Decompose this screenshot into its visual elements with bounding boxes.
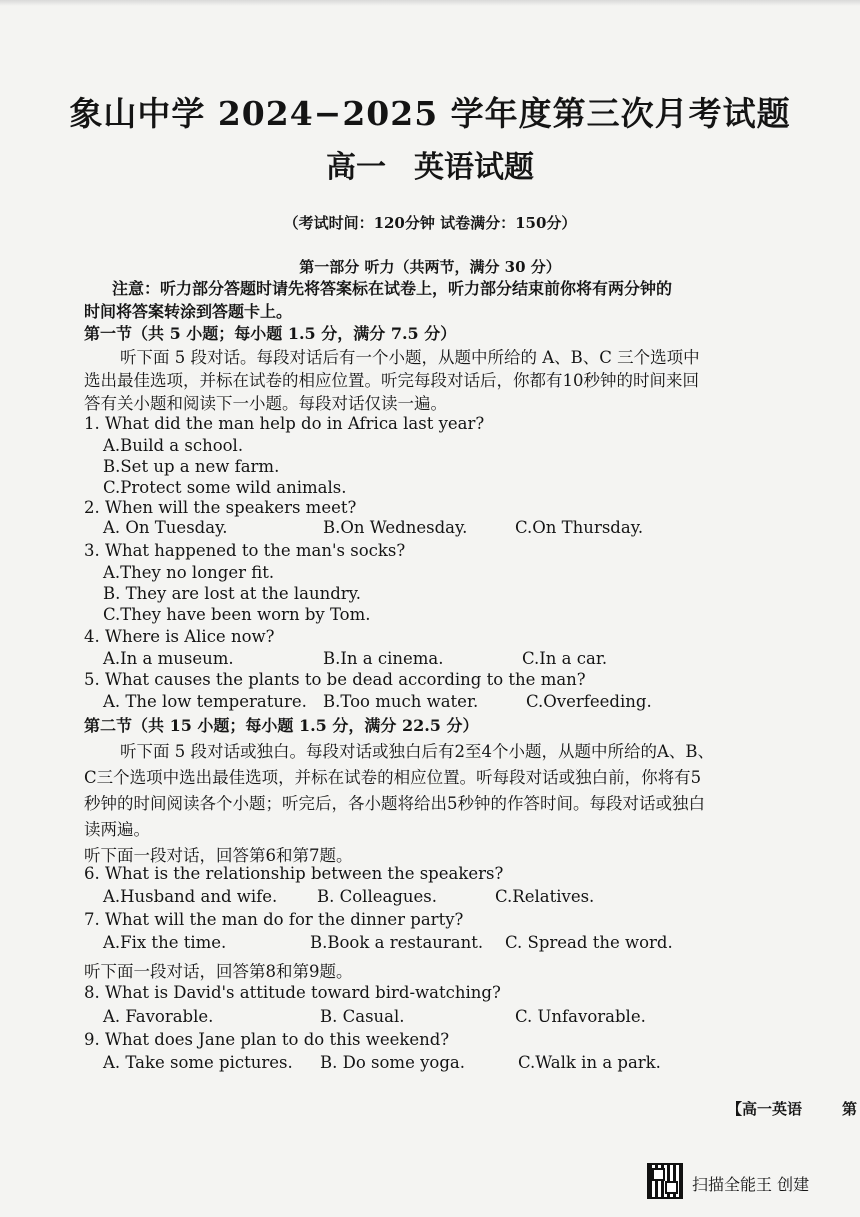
q6-option-a: A.Husband and wife.: [103, 887, 278, 906]
grade-label: 高一: [326, 150, 386, 185]
q3-option-b: B. They are lost at the laundry.: [103, 584, 362, 603]
q7-stem: 7. What will the man do for the dinner party?: [84, 910, 464, 929]
q7-option-c: C. Spread the word.: [505, 933, 673, 952]
section2-instr-2: C三个选项中选出最佳选项，并标在试卷的相应位置。听每段对话或独白前，你将有5: [84, 768, 702, 787]
q3-stem: 3. What happened to the man's socks?: [84, 541, 406, 560]
q1-option-b: B.Set up a new farm.: [103, 457, 280, 476]
page-label: 【高一英语: [727, 1100, 803, 1118]
q8-stem: 8. What is David's attitude toward bird-watching?: [84, 983, 501, 1002]
exam-info: （考试时间：120分钟 试卷满分：150分）: [283, 214, 577, 232]
q2-option-a: A. On Tuesday.: [103, 518, 228, 537]
q4-option-b: B.In a cinema.: [323, 649, 444, 668]
q9-stem: 9. What does Jane plan to do this weekend?: [84, 1030, 450, 1049]
q9-option-c: C.Walk in a park.: [518, 1053, 661, 1072]
q5-option-a: A. The low temperature.: [103, 692, 307, 711]
q9-option-b: B. Do some yoga.: [320, 1053, 465, 1072]
q4-stem: 4. Where is Alice now?: [84, 627, 275, 646]
q2-option-c: C.On Thursday.: [515, 518, 644, 537]
q3-option-c: C.They have been worn by Tom.: [103, 605, 371, 624]
q5-stem: 5. What causes the plants to be dead according to the man?: [84, 670, 586, 689]
section1-title: 第一节（共 5 小题；每小题 1.5 分，满分 7.5 分）: [84, 324, 457, 343]
section2-instr-3: 秒钟的时间阅读各个小题；听完后，各小题将给出5秒钟的作答时间。每段对话或独白: [84, 794, 705, 813]
section2-instr-1: 听下面 5 段对话或独白。每段对话或独白后有2至4个小题，从题中所给的A、B、: [120, 742, 715, 761]
q1-stem: 1. What did the man help do in Africa last year?: [84, 414, 485, 433]
q8-option-b: B. Casual.: [320, 1007, 405, 1026]
dialog-intro-8-9: 听下面一段对话，回答第8和第9题。: [84, 962, 353, 981]
q2-stem: 2. When will the speakers meet?: [84, 498, 357, 517]
q8-option-c: C. Unfavorable.: [515, 1007, 646, 1026]
q2-option-b: B.On Wednesday.: [323, 518, 468, 537]
q9-option-a: A. Take some pictures.: [103, 1053, 293, 1072]
scanner-watermark: 扫描全能王 创建: [692, 1175, 810, 1194]
q3-option-a: A.They no longer fit.: [103, 563, 275, 582]
q7-option-a: A.Fix the time.: [103, 933, 227, 952]
section1-instr-3: 答有关小题和阅读下一小题。每段对话仅读一遍。: [84, 394, 447, 413]
q1-option-c: C.Protect some wild animals.: [103, 478, 347, 497]
q6-stem: 6. What is the relationship between the speakers?: [84, 864, 504, 883]
part1-title: 第一部分 听力（共两节，满分 30 分）: [299, 258, 561, 276]
note-line-2: 时间将答案转涂到答题卡上。: [84, 302, 293, 321]
note-line-1: 注意：听力部分答题时请先将答案标在试卷上，听力部分结束前你将有两分钟的: [112, 279, 673, 298]
exam-subtitle: [0, 142, 860, 186]
section2-title: 第二节（共 15 小题；每小题 1.5 分，满分 22.5 分）: [84, 716, 479, 735]
q6-option-b: B. Colleagues.: [317, 887, 437, 906]
subject-label: 英语试题: [414, 150, 534, 185]
page-label-cut: 第: [842, 1100, 858, 1118]
qr-code-icon: [647, 1163, 683, 1199]
q1-option-a: A.Build a school.: [103, 436, 244, 455]
q5-option-b: B.Too much water.: [323, 692, 479, 711]
q5-option-c: C.Overfeeding.: [526, 692, 652, 711]
section2-instr-4: 读两遍。: [84, 820, 150, 839]
q4-option-c: C.In a car.: [522, 649, 608, 668]
section1-instr-1: 听下面 5 段对话。每段对话后有一个小题，从题中所给的 A、B、C 三个选项中: [120, 348, 700, 367]
q6-option-c: C.Relatives.: [495, 887, 595, 906]
q8-option-a: A. Favorable.: [103, 1007, 214, 1026]
q7-option-b: B.Book a restaurant.: [310, 933, 484, 952]
scan-edge: [0, 0, 860, 6]
q4-option-a: A.In a museum.: [103, 649, 234, 668]
dialog-intro-6-7: 听下面一段对话，回答第6和第7题。: [84, 846, 353, 865]
exam-title: 象山中学 2024−2025 学年度第三次月考试题: [69, 94, 791, 133]
section1-instr-2: 选出最佳选项，并标在试卷的相应位置。听完每段对话后，你都有10秒钟的时间来回: [84, 371, 699, 390]
